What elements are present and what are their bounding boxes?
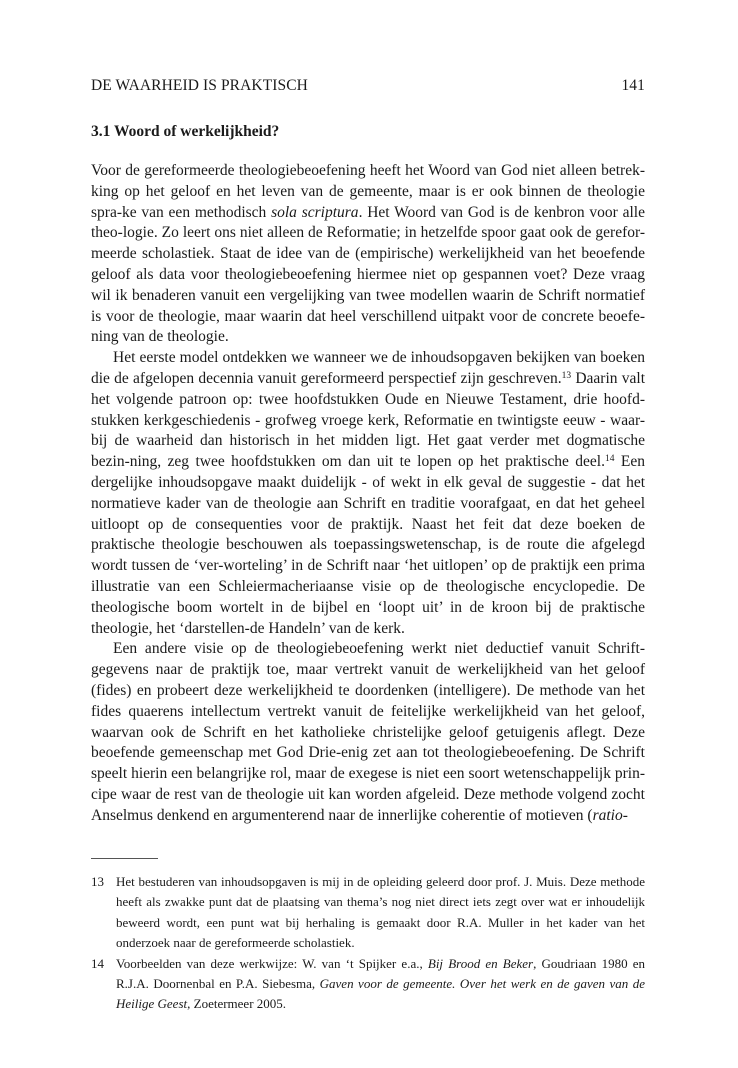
footnote-13 (91, 872, 645, 954)
footnote-14-text-c: , Goudriaan 1980 en R.J.A. Doornenbal en P.A. Siebesma, (116, 955, 645, 992)
running-header (91, 77, 645, 95)
paragraph-2 (91, 348, 645, 639)
paragraph-1 (91, 161, 645, 348)
footnote-text (116, 954, 645, 1015)
footnote-separator (91, 858, 158, 859)
section-heading: 3.1 Woord of werkelijkheid? (91, 123, 280, 140)
title-gaven-voor-de-gemeente: Gaven voor de gemeente. Over het werk en de gaven van de Heilige Geest (116, 976, 645, 1012)
footnote-14 (91, 954, 645, 1015)
paragraph-3 (91, 639, 645, 826)
paragraph-1-text-c: . Het Woord van God is de kenbron voor alle theo-logie. Zo leert ons niet alleen de Reformatie; in hetzelfde spoor gaat ook de gerefor-meerde scholastiek. Staat de idee van de (empirische) werkelijkheid van het beoefende geloof als data voor theologiebeoefening hiermee niet op gespannen voet? Deze vraag wil ik benaderen vanuit een vergelijking van twee modellen waarin de Schrift normatief is voor de theologie, maar waarin dat heel verschillend uitpakt voor de concrete beoefe-ning van de theologie. (91, 203, 645, 346)
emphasis-ratio: ratio- (592, 806, 628, 824)
running-title: DE WAARHEID IS PRAKTISCH (91, 77, 308, 94)
footnote-number: 14 (91, 955, 104, 971)
paragraph-2-text-c: Een dergelijke inhoudsopgave maakt duidelijk - of wekt in elk geval de suggestie - dat het normatieve kader van de theologie aan Schrift en traditie voorafgaat, en dat het geheel uitloopt op de consequenties voor de praktijk. Naast het feit dat deze boeken de praktische theologie beschouwen als toepassingswetenschap, is de route die afgelegd wordt tussen de ‘ver-worteling’ in de Schrift naar ‘het uitlopen’ op de praktijk een prima illustratie van een Schleiermacheriaanse visie op de theologische encyclopedie. De theologische boom wortelt in de bijbel en ‘loopt uit’ in de kroon bij de praktische theologie, het ‘darstellen-de Handeln’ van de kerk. (91, 453, 645, 637)
footnote-ref-14[interactable]: 14 (605, 454, 615, 465)
title-bij-brood-en-beker: Bij Brood en Beker (427, 955, 534, 971)
footnote-14-text-e: , Zoetermeer 2005. (187, 996, 287, 1012)
footnote-number: 13 (91, 874, 104, 889)
paragraph-1-text-a: Voor de gereformeerde theologiebeoefening heeft het Woord van God niet alleen betrek-king op het geloof en het leven van de gemeente, maar is er ook binnen de theologie spra-ke van een methodisch (91, 162, 645, 221)
paragraph-3-text-a: Een andere visie op de theologiebeoefening werkt niet deductief vanuit Schrift-gegevens naar de praktijk toe, maar vertrekt vanuit de werkelijkheid van het geloof (fides) en probeert deze werkelijkheid te doordenken (intelligere). De methode van het fides quaerens intellectum vertrekt vanuit de feitelijke werkelijkheid van het geloof, waarvan ook de Schrift en het katholieke christelijke geloof getuigenis aflegt. Deze beoefende gemeenschap met God Drie-enig zet aan tot theologiebeoefening. De Schrift speelt hierin een belangrijke rol, maar de exegese is niet een soort wetenschappelijk prin-cipe waar de rest van de theologie uit kan worden afgeleid. Deze methode volgend zocht Anselmus denkend en argumenterend naar de innerlijke coherentie of motieven ( (91, 640, 645, 824)
footnote-14-text-a: Voorbeelden van deze werkwijze: W. van ‘t Spijker e.a., (116, 955, 428, 971)
footnote-text: Het bestuderen van inhoudsopgaven is mij in de opleiding geleerd door prof. J. Muis. Deze methode heeft als zwakke punt dat de plaatsing van thema’s nog niet direct iets zegt over wat er inhoudelijk beweerd wordt, een punt wat bij herhaling is gemaakt door R.A. Muller in het kader van het onderzoek naar de gereformeerde scholastiek. (116, 874, 645, 951)
emphasis-sola-scriptura: sola scriptura (271, 203, 359, 221)
body-text (91, 161, 645, 827)
paragraph-2-text-a: Het eerste model ontdekken we wanneer we de inhoudsopgaven bekijken van boeken die de afgelopen decennia vanuit gereformeerd perspectief zijn geschreven. (91, 349, 645, 387)
footnotes (91, 872, 645, 1015)
paragraph-2-text-b: Daarin valt het volgende patroon op: twee hoofdstukken Oude en Nieuwe Testament, drie hoofd-stukken kerkgeschiedenis - grofweg vroege kerk, Reformatie en twintigste eeuw - waar-bij de waarheid dan historisch in het midden ligt. Het gaat verder met dogmatische bezin-ning, zeg twee hoofdstukken om dan uit te lopen op het praktische deel. (91, 369, 645, 471)
page-number: 141 (621, 77, 645, 94)
footnote-ref-13[interactable]: 13 (561, 370, 572, 381)
